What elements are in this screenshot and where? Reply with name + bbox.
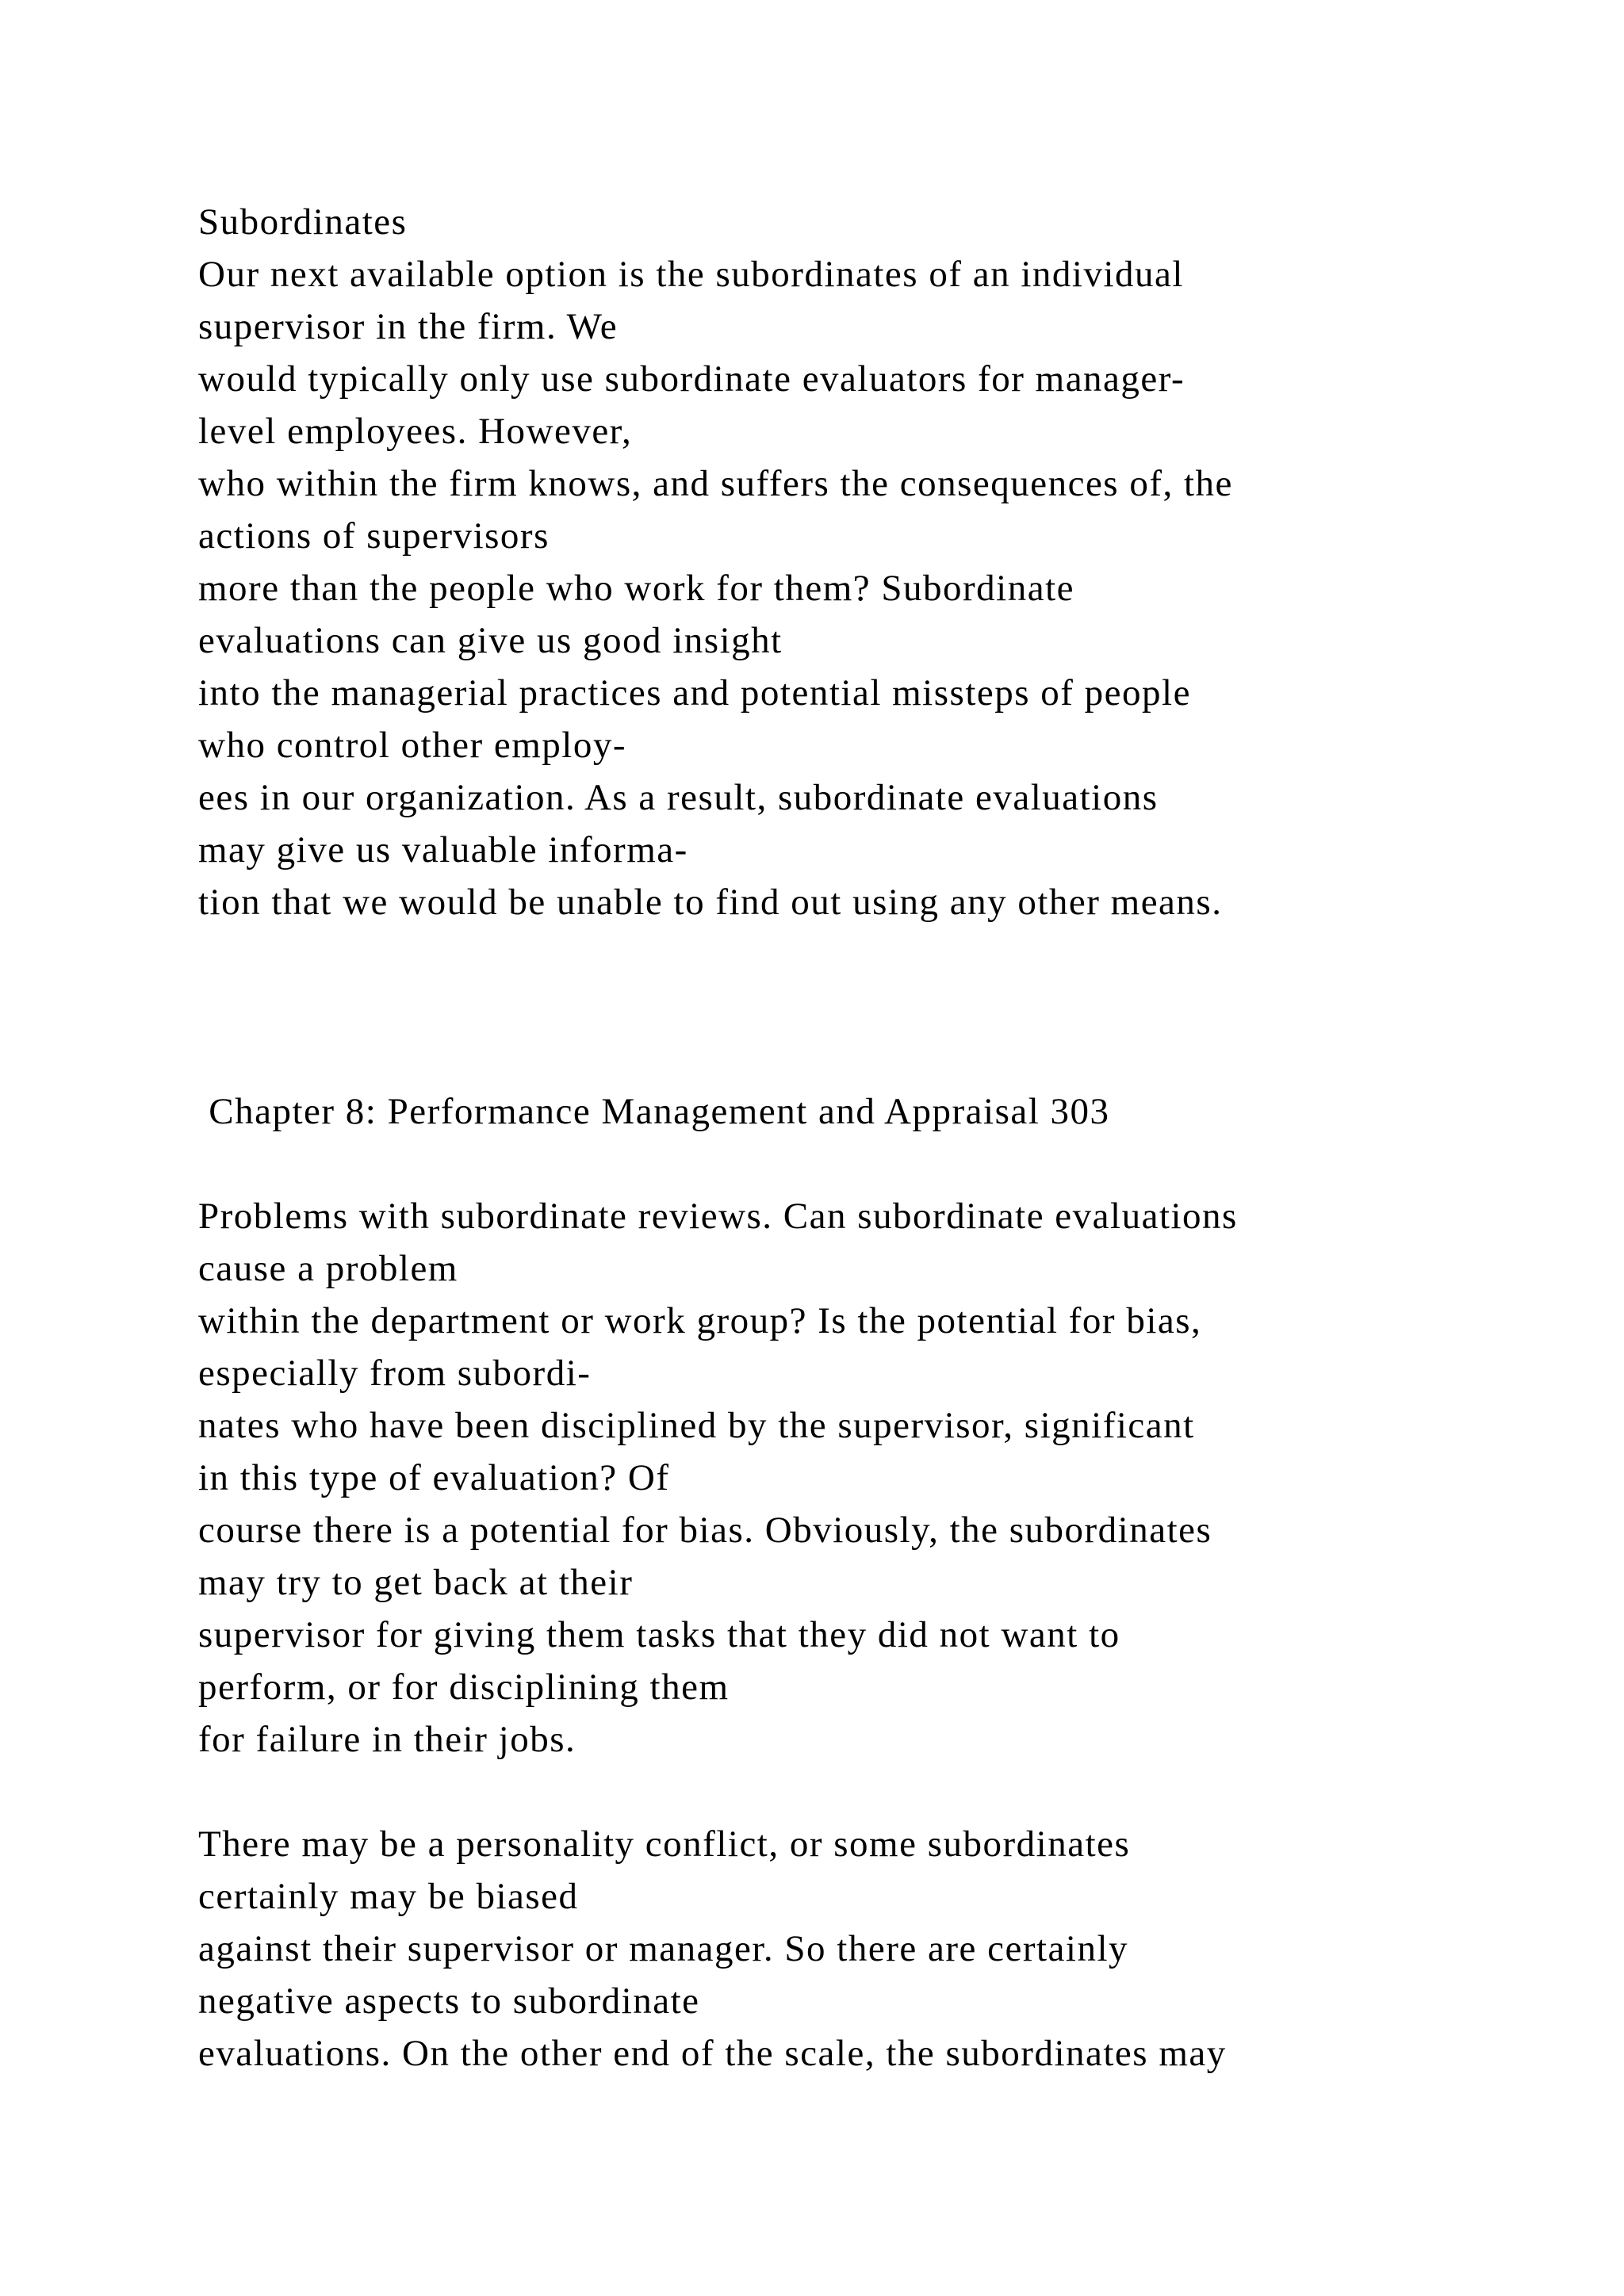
- text-line: Our next available option is the subordinates of an individual: [198, 254, 1184, 295]
- section-heading: Subordinates: [198, 201, 408, 243]
- text-line: evaluations. On the other end of the scale, the subordinates may: [198, 2033, 1227, 2074]
- page-header: Chapter 8: Performance Management and Appraisal 303: [198, 1091, 1110, 1132]
- text-line: in this type of evaluation? Of: [198, 1457, 670, 1498]
- text-line: supervisor in the firm. We: [198, 306, 619, 347]
- text-line: level employees. However,: [198, 411, 633, 452]
- text-line: tion that we would be unable to find out using any other means.: [198, 882, 1223, 923]
- text-line: certainly may be biased: [198, 1876, 579, 1917]
- text-line: perform, or for disciplining them: [198, 1667, 730, 1708]
- text-line: ees in our organization. As a result, subordinate evaluations: [198, 777, 1159, 818]
- text-line: cause a problem: [198, 1248, 458, 1289]
- text-line: against their supervisor or manager. So there are certainly: [198, 1928, 1129, 1969]
- text-line: for failure in their jobs.: [198, 1719, 576, 1760]
- text-line: into the managerial practices and potential missteps of people: [198, 672, 1191, 714]
- text-line: may give us valuable informa-: [198, 829, 688, 871]
- text-line: Problems with subordinate reviews. Can subordinate evaluations: [198, 1196, 1238, 1237]
- text-line: evaluations can give us good insight: [198, 620, 783, 661]
- text-line: supervisor for giving them tasks that they did not want to: [198, 1614, 1120, 1655]
- text-line: would typically only use subordinate evaluators for manager-: [198, 358, 1185, 400]
- text-line: course there is a potential for bias. Obviously, the subordinates: [198, 1510, 1212, 1551]
- text-line: actions of supervisors: [198, 515, 550, 557]
- text-line: negative aspects to subordinate: [198, 1980, 700, 2022]
- text-line: especially from subordi-: [198, 1353, 592, 1394]
- text-line: There may be a personality conflict, or some subordinates: [198, 1823, 1131, 1865]
- text-line: more than the people who work for them? Subordinate: [198, 568, 1074, 609]
- text-line: who within the firm knows, and suffers the consequences of, the: [198, 463, 1233, 504]
- text-line: who control other employ-: [198, 725, 627, 766]
- text-line: within the department or work group? Is the potential for bias,: [198, 1300, 1202, 1341]
- text-line: may try to get back at their: [198, 1562, 634, 1603]
- text-line: nates who have been disciplined by the supervisor, significant: [198, 1405, 1195, 1446]
